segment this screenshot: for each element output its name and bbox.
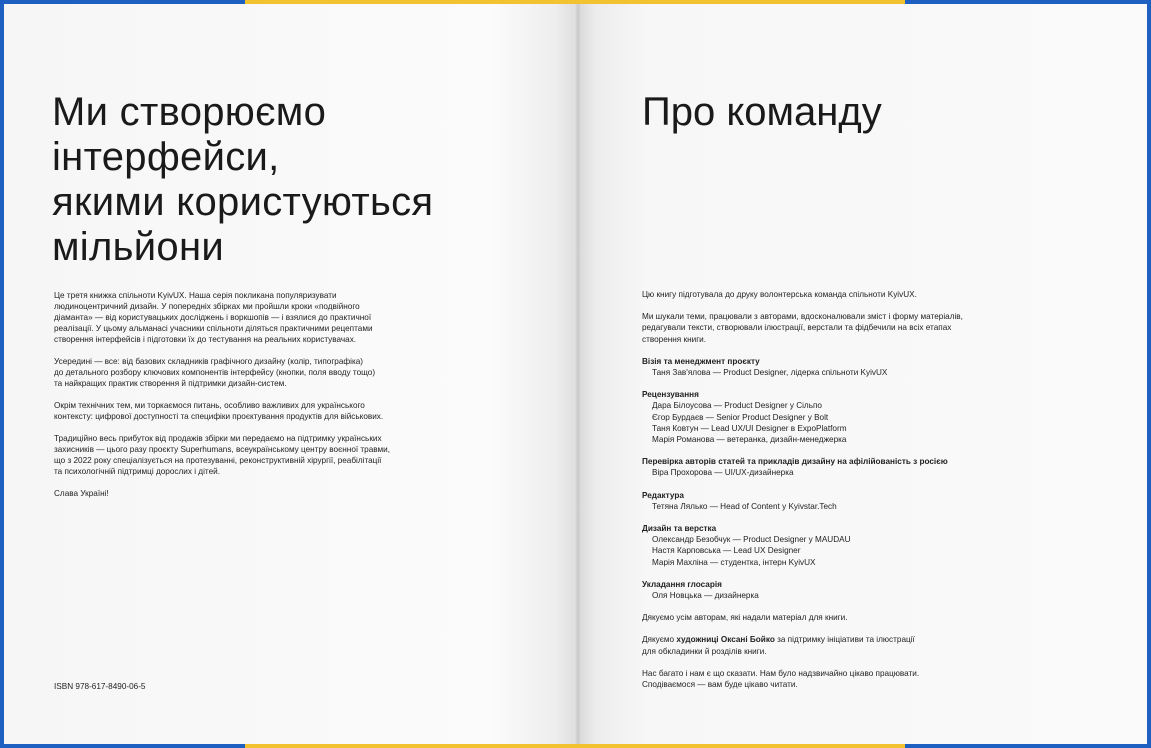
work-text bbox=[642, 311, 1082, 345]
headline-line: інтерфейси, bbox=[52, 135, 280, 179]
team-member: Віра Прохорова — UI/UX-дизайнерка bbox=[652, 468, 794, 478]
team-member: Таня Зав'ялова — Product Designer, лідерка спільноти KyivUX bbox=[652, 368, 888, 378]
section-title: Рецензування bbox=[642, 390, 699, 400]
thanks-authors: Дякуємо усім авторам, які надали матеріал для книги. bbox=[642, 613, 848, 623]
team-member: Таня Ковтун — Lead UX/UI Designer в ExpoPlatform bbox=[652, 423, 847, 433]
headline-line: якими користуються bbox=[52, 180, 434, 224]
book-gutter bbox=[574, 4, 582, 744]
text-line bbox=[642, 634, 1082, 645]
team-section-design bbox=[642, 523, 1082, 568]
text-line: людиноцентричний дизайн. У попередніх збірках ми пройшли кроки «подвійного bbox=[54, 302, 360, 311]
paragraph-intro bbox=[54, 290, 474, 345]
team-section-editing bbox=[642, 490, 1082, 512]
isbn: ISBN 978-617-8490-06-5 bbox=[54, 682, 146, 691]
book-spread bbox=[4, 4, 1147, 744]
text-line: створення книги. bbox=[642, 334, 707, 344]
text-line: діаманта» — від користувацьких досліджень і воркшопів — і взялися до практичної bbox=[54, 313, 372, 322]
text-line: для обкладинки й розділів книги. bbox=[642, 646, 767, 656]
text-line: Слава Україні! bbox=[54, 489, 109, 498]
intro-text: Цю книгу підготувала до друку волонтерська команда спільноти KyivUX. bbox=[642, 290, 917, 299]
headline-line: мільйони bbox=[52, 225, 224, 269]
text-line: Окрім технічних тем, ми торкаємося питань, особливо важливих для українського bbox=[54, 401, 365, 410]
section-title: Перевірка авторів статей та прикладів дизайну на афілійованість з росією bbox=[642, 457, 948, 467]
thanks-artist bbox=[642, 634, 1082, 656]
team-member: Настя Карповська — Lead UX Designer bbox=[652, 546, 801, 556]
headline-line: Ми створюємо bbox=[52, 90, 327, 134]
left-body bbox=[54, 290, 474, 510]
team-member: Дара Білоусова — Product Designer у Сільпо bbox=[652, 401, 822, 411]
text-line: Сподіваємося — вам буде цікаво читати. bbox=[642, 680, 798, 690]
left-headline bbox=[52, 90, 552, 270]
team-body bbox=[642, 289, 1082, 701]
team-member: Олександр Безобчук — Product Designer у MAUDAU bbox=[652, 535, 851, 545]
text-line: реалізації. У цьому альманасі учасники спільноти діляться практичними рецептами bbox=[54, 324, 373, 333]
text-line: контексту: цифрової доступності та специфіки проєктування продуктів для військових. bbox=[54, 412, 384, 421]
frame-yellow-bottom bbox=[245, 744, 905, 748]
left-page bbox=[4, 4, 578, 744]
closing-text bbox=[642, 668, 1082, 690]
paragraph-charity bbox=[54, 433, 474, 477]
paragraph-contents bbox=[54, 356, 474, 389]
team-member: Єгор Бурдаєв — Senior Product Designer у Bolt bbox=[652, 412, 829, 422]
text-fragment: за підтримку ініціативи та ілюстрації bbox=[774, 635, 915, 645]
text-fragment: Дякуємо bbox=[642, 635, 677, 645]
section-title: Дизайн та верстка bbox=[642, 524, 717, 534]
paragraph-topics bbox=[54, 400, 474, 422]
text-line: до детального розбору ключових компонентів інтерфейсу (кнопки, поля вводу тощо) bbox=[54, 368, 376, 377]
text-line: та найкращих практик створення й підтримки дизайн-систем. bbox=[54, 379, 287, 388]
team-section-glossary bbox=[642, 579, 1082, 601]
team-member: Оля Новцька — дизайнерка bbox=[652, 591, 759, 601]
team-member: Марія Романова — ветеранка, дизайн-менеджерка bbox=[652, 435, 847, 445]
text-line: та психологічній підтримці дорослих і дітей. bbox=[54, 467, 220, 476]
section-title: Візія та менеджмент проєкту bbox=[642, 356, 760, 366]
text-line: Нас багато і нам є що сказати. Нам було надзвичайно цікаво працювати. bbox=[642, 668, 920, 678]
right-title: Про команду bbox=[642, 90, 882, 134]
text-line: захисників — цього разу проєкту Superhumans, всеукраїнському центру воєнної травми, bbox=[54, 445, 391, 454]
section-title: Укладання глосарія bbox=[642, 579, 722, 589]
text-line: створення інтерфейсів і підготовки їх до тестування на реальних користувачах. bbox=[54, 335, 357, 344]
team-member: Марія Махліна — студентка, інтерн KyivUX bbox=[652, 557, 816, 567]
section-title: Редактура bbox=[642, 490, 684, 500]
artist-name: художниці Оксані Бойко bbox=[676, 635, 775, 645]
team-member: Тетяна Лялько — Head of Content у Kyivstar.Tech bbox=[652, 501, 837, 511]
text-line: Ми шукали теми, працювали з авторами, вдосконалювали зміст і форму матеріалів, bbox=[642, 312, 963, 322]
text-line: редагували тексти, створювали ілюстрації, верстали та фідбечили на всіх етапах bbox=[642, 323, 952, 333]
text-line: що з 2022 року спеціалізується на протезуванні, реконструктивній хірургії, реабілітації bbox=[54, 456, 382, 465]
team-section-vision bbox=[642, 356, 1082, 378]
text-line: Усередині — все: від базових складників графічного дизайну (колір, типографіка) bbox=[54, 357, 364, 366]
text-line: Це третя книжка спільноти KyivUX. Наша серія покликана популяризувати bbox=[54, 291, 337, 300]
text-line: Традиційно весь прибуток від продажів збірки ми передаємо на підтримку українських bbox=[54, 434, 382, 443]
paragraph-slogan bbox=[54, 488, 474, 499]
team-section-verification bbox=[642, 456, 1082, 478]
team-section-review bbox=[642, 389, 1082, 445]
right-page bbox=[578, 4, 1147, 744]
